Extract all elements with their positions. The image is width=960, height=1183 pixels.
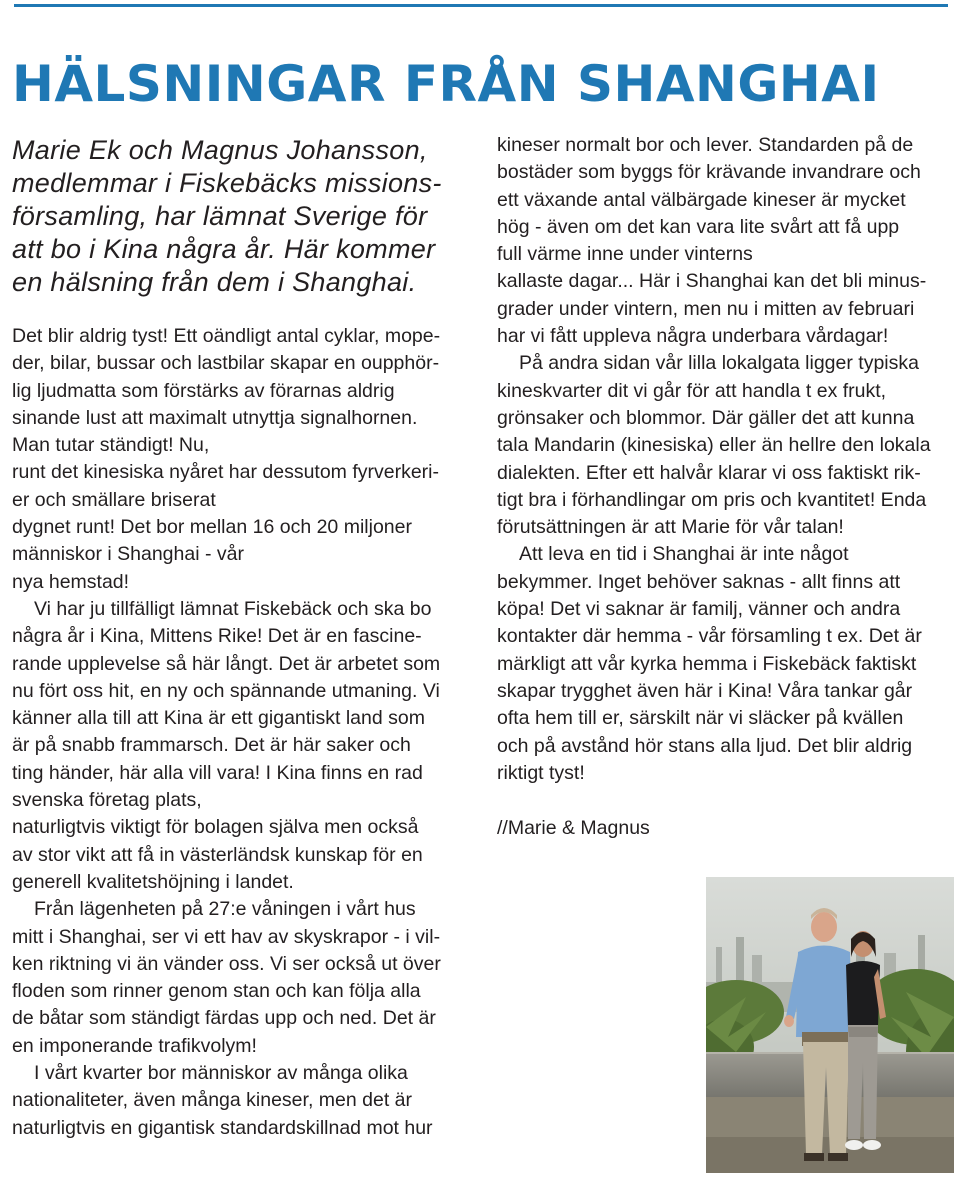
body-line: Från lägenheten på 27:e våningen i vårt hus bbox=[34, 898, 416, 921]
right-column bbox=[497, 132, 952, 842]
body-line: Det blir aldrig tyst! Ett oändligt antal cyklar, mope- bbox=[12, 325, 441, 347]
body-line: bostäder som byggs för krävande invandrare och bbox=[497, 161, 921, 184]
body-line: I vårt kvarter bor människor av många olika bbox=[34, 1062, 408, 1085]
body-line: har vi fått uppleva några underbara vårdagar! bbox=[497, 325, 889, 348]
body-line: grönsaker och blommor. Där gäller det att kunna bbox=[497, 406, 915, 429]
body-line: kineskvarter dit vi går för att handla t ex frukt, bbox=[497, 379, 887, 402]
body-line: kallaste dagar... Här i Shanghai kan det bli minus- bbox=[497, 270, 927, 293]
body-line: dialekten. Efter ett halvår klarar vi oss faktiskt rik- bbox=[497, 461, 921, 484]
body-line: hög - även om det kan vara lite svårt att få upp bbox=[497, 215, 900, 238]
body-line: mitt i Shanghai, ser vi ett hav av skyskrapor - i vil- bbox=[12, 925, 441, 948]
body-line: förutsättningen är att Marie för vår talan! bbox=[497, 516, 844, 539]
body-line: skapar trygghet även här i Kina! Våra tankar går bbox=[497, 679, 913, 702]
body-line: generell kvalitetshöjning i landet. bbox=[12, 870, 294, 893]
intro-line: en hälsning från dem i Shanghai. bbox=[12, 267, 417, 297]
body-line: ken riktning vi än vänder oss. Vi ser också ut över bbox=[12, 952, 441, 975]
left-column bbox=[12, 134, 478, 1142]
intro-line: församling, har lämnat Sverige för bbox=[12, 201, 428, 231]
body-line: naturligtvis en gigantisk standardskillnad mot hur bbox=[12, 1116, 433, 1139]
body-line: runt det kinesiska nyåret har dessutom fyrverkeri- bbox=[12, 461, 440, 484]
body-line: och på avstånd hör stans alla ljud. Det blir aldrig bbox=[497, 734, 913, 757]
body-line: ofta hem till er, särskilt när vi släcker på kvällen bbox=[497, 707, 904, 730]
body-line: ting händer, här alla vill vara! I Kina finns en rad bbox=[12, 761, 423, 784]
body-line: er och smällare briserat bbox=[12, 488, 216, 511]
body-line: tigt bra i förhandlingar om pris och kvantitet! Enda bbox=[497, 488, 927, 511]
body-line: Att leva en tid i Shanghai är inte något bbox=[519, 543, 849, 566]
body-line: ett växande antal välbärgade kineser är mycket bbox=[497, 188, 906, 211]
signature: //Marie & Magnus bbox=[497, 817, 650, 840]
body-line: sinande lust att maximalt utnyttja signalhornen. bbox=[12, 406, 418, 429]
body-line: der, bilar, bussar och lastbilar skapar en oupphör- bbox=[12, 352, 440, 375]
body-line: kineser normalt bor och lever. Standarden på de bbox=[497, 134, 914, 156]
top-rule bbox=[14, 4, 948, 7]
body-line: bekymmer. Inget behöver saknas - allt finns att bbox=[497, 570, 901, 593]
body-line: de båtar som ständigt färdas upp och ned. Det är bbox=[12, 1007, 436, 1030]
body-line: kontakter där hemma - vår församling t ex. Det är bbox=[497, 625, 922, 648]
page-title: HÄLSNINGAR FRÅN SHANGHAI bbox=[12, 55, 880, 113]
body-line: en imponerande trafikvolym! bbox=[12, 1034, 257, 1057]
intro-paragraph bbox=[12, 134, 478, 299]
body-line: grader under vintern, men nu i mitten av februari bbox=[497, 297, 915, 320]
body-line: Vi har ju tillfälligt lämnat Fiskebäck och ska bo bbox=[34, 597, 432, 620]
body-line: köpa! Det vi saknar är familj, vänner och andra bbox=[497, 598, 901, 621]
body-line: några år i Kina, Mittens Rike! Det är en fascine- bbox=[12, 625, 422, 648]
couple-photo bbox=[706, 877, 954, 1173]
body-line: svenska företag plats, bbox=[12, 789, 202, 812]
body-line: är på snabb frammarsch. Det är här saker och bbox=[12, 734, 411, 757]
intro-line: Marie Ek och Magnus Johansson, bbox=[12, 135, 428, 165]
body-line: dygnet runt! Det bor mellan 16 och 20 miljoner bbox=[12, 516, 412, 539]
body-line: människor i Shanghai - vår bbox=[12, 543, 244, 566]
body-line: av stor vikt att få in västerländsk kunskap för en bbox=[12, 843, 423, 866]
body-line: märkligt att vår kyrka hemma i Fiskebäck faktiskt bbox=[497, 652, 917, 675]
body-line: känner alla till att Kina är ett gigantiskt land som bbox=[12, 707, 425, 730]
body-line: full värme inne under vinterns bbox=[497, 243, 753, 266]
body-line: Man tutar ständigt! Nu, bbox=[12, 434, 210, 457]
body-line: floden som rinner genom stan och kan följa alla bbox=[12, 980, 421, 1003]
body-line: lig ljudmatta som förstärks av förarnas aldrig bbox=[12, 379, 395, 402]
intro-line: medlemmar i Fiskebäcks missions- bbox=[12, 168, 442, 198]
body-line: naturligtvis viktigt för bolagen själva men också bbox=[12, 816, 419, 839]
body-line: riktigt tyst! bbox=[497, 761, 585, 784]
body-line: rande upplevelse så här långt. Det är arbetet som bbox=[12, 652, 441, 675]
body-line: På andra sidan vår lilla lokalgata ligger typiska bbox=[519, 352, 919, 375]
intro-line: att bo i Kina några år. Här kommer bbox=[12, 234, 436, 264]
body-line: tala Mandarin (kinesiska) eller än hellre den lokala bbox=[497, 434, 931, 457]
body-line: nationaliteter, även många kineser, men det är bbox=[12, 1089, 412, 1112]
body-line: nu fört oss hit, en ny och spännande utmaning. Vi bbox=[12, 679, 440, 702]
body-line: nya hemstad! bbox=[12, 570, 130, 593]
